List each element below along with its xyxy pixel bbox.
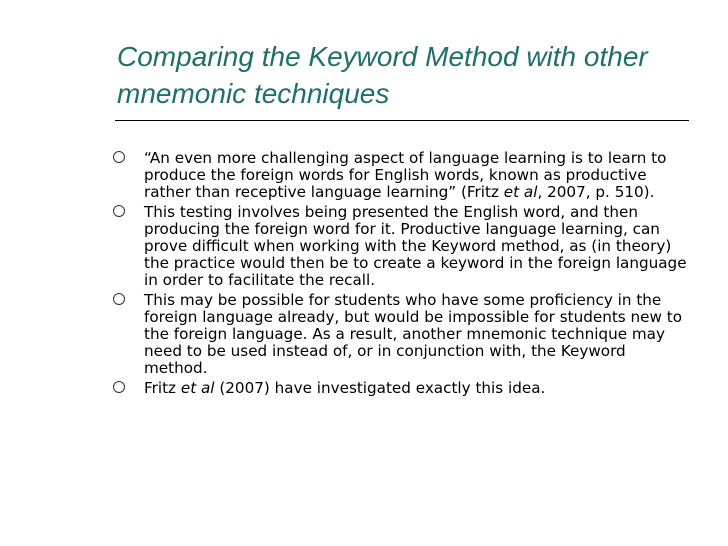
bullet-text: , 2007, p. 510). [537, 182, 655, 201]
slide-title: Comparing the Keyword Method with other mnemonic techniques [117, 41, 648, 109]
hollow-circle-bullet-icon [113, 381, 125, 393]
bullet-text: This testing involves being presented the English word, and then producing the foreign word for it. Productive language learning, can prove difficult when working with the Keyword method, as (in theory) the practice would then be to create a keyword in the foreign language in order to facilitate the recall. [144, 203, 687, 289]
title-divider [115, 120, 689, 121]
bullet-item-fritz [110, 380, 690, 397]
hollow-circle-bullet-icon [113, 205, 125, 217]
bullet-item-quote [110, 150, 690, 200]
bullet-text: This may be possible for students who have some proficiency in the foreign language already, but would be impossible for students new to the foreign language. As a result, another mnemonic technique may need to be used instead of, or in conjunction with, the Keyword method. [144, 291, 682, 377]
bullet-item-testing [110, 204, 690, 288]
bullet-list [110, 150, 690, 401]
bullet-text: “An even more challenging aspect of language learning is to learn to produce the foreign words for English words, known as productive rather than receptive language learning” (Fritz [144, 149, 667, 201]
hollow-circle-bullet-icon [113, 293, 125, 305]
bullet-text: (2007) have investigated exactly this idea. [214, 379, 546, 398]
bullet-text-emphasis: et al [503, 182, 538, 201]
hollow-circle-bullet-icon [113, 151, 125, 163]
bullet-text: Fritz [144, 379, 181, 398]
bullet-text-emphasis: et al [180, 379, 215, 398]
bullet-item-proficiency [110, 292, 690, 376]
